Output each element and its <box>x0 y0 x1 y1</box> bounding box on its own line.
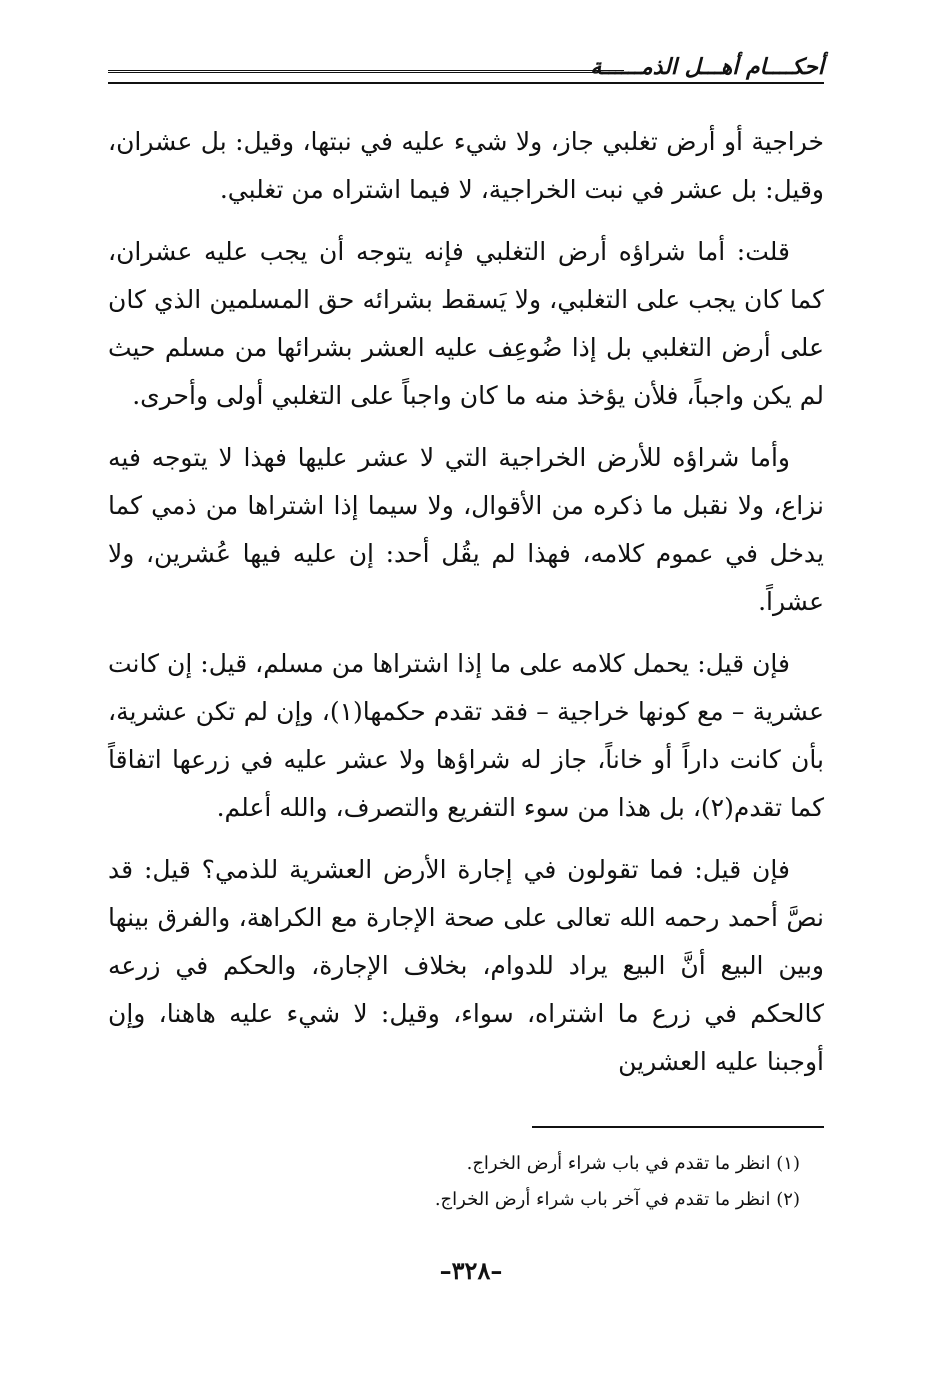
running-header <box>108 52 824 88</box>
paragraph: قلت: أما شراؤه أرض التغلبي فإنه يتوجه أن يجب عليه عشران، كما كان يجب على التغلبي، ولا يَسقط بشرائه حق المسلمين الذي كان على أرض التغلبي بل إذا ضُوعِف عليه العشر بشرائها من مسلم حيث لم يكن واجباً، فلأن يؤخذ منه ما كان واجباً على التغلبي أولى وأحرى. <box>108 237 824 410</box>
paragraph: فإن قيل: يحمل كلامه على ما إذا اشتراها من مسلم، قيل: إن كانت عشرية – مع كونها خراجية – فقد تقدم حكمها(١)، وإن لم تكن عشرية، بأن كانت داراً أو خاناً، جاز له شراؤها ولا عشر عليه في زرعها اتفاقاً كما تقدم(٢)، بل هذا من سوء التفريع والتصرف، والله أعلم. <box>108 649 824 822</box>
header-title: أحكــــام أهـــل الذمــــــة <box>590 54 824 80</box>
paragraph: فإن قيل: فما تقولون في إجارة الأرض العشرية للذمي؟ قيل: قد نصَّ أحمد رحمه الله تعالى على صحة الإجارة مع الكراهة، والفرق بينها وبين البيع أنَّ البيع يراد للدوام، بخلاف الإجارة، والحكم في زرعه كالحكم في زرع ما اشتراه، سواء، وقيل: لا شيء عليه هاهنا، وإن أوجبنا عليه العشرين <box>108 855 824 1076</box>
footnote: (٢) انظر ما تقدم في آخر باب شراء أرض الخراج. <box>434 1189 800 1210</box>
footnotes <box>108 1146 824 1218</box>
paragraph: خراجية أو أرض تغلبي جاز، ولا شيء عليه في نبتها، وقيل: بل عشران، وقيل: بل عشر في نبت الخراجية، لا فيما اشتراه من تغلبي. <box>108 127 824 204</box>
header-rule <box>108 70 624 73</box>
header-underline <box>108 82 824 84</box>
page-number: –٣٢٨– <box>439 1256 503 1285</box>
paragraph: وأما شراؤه للأرض الخراجية التي لا عشر عليها فهذا لا يتوجه فيه نزاع، ولا نقبل ما ذكره من الأقوال، ولا سيما إذا اشتراها من ذمي كما يدخل في عموم كلامه، فهذا لم يقُل أحد: إن عليه فيها عُشرين، ولا عشراً. <box>108 443 824 616</box>
footnote: (١) انظر ما تقدم في باب شراء أرض الخراج. <box>466 1153 800 1174</box>
main-text <box>108 118 824 1100</box>
footnote-separator <box>532 1126 824 1128</box>
